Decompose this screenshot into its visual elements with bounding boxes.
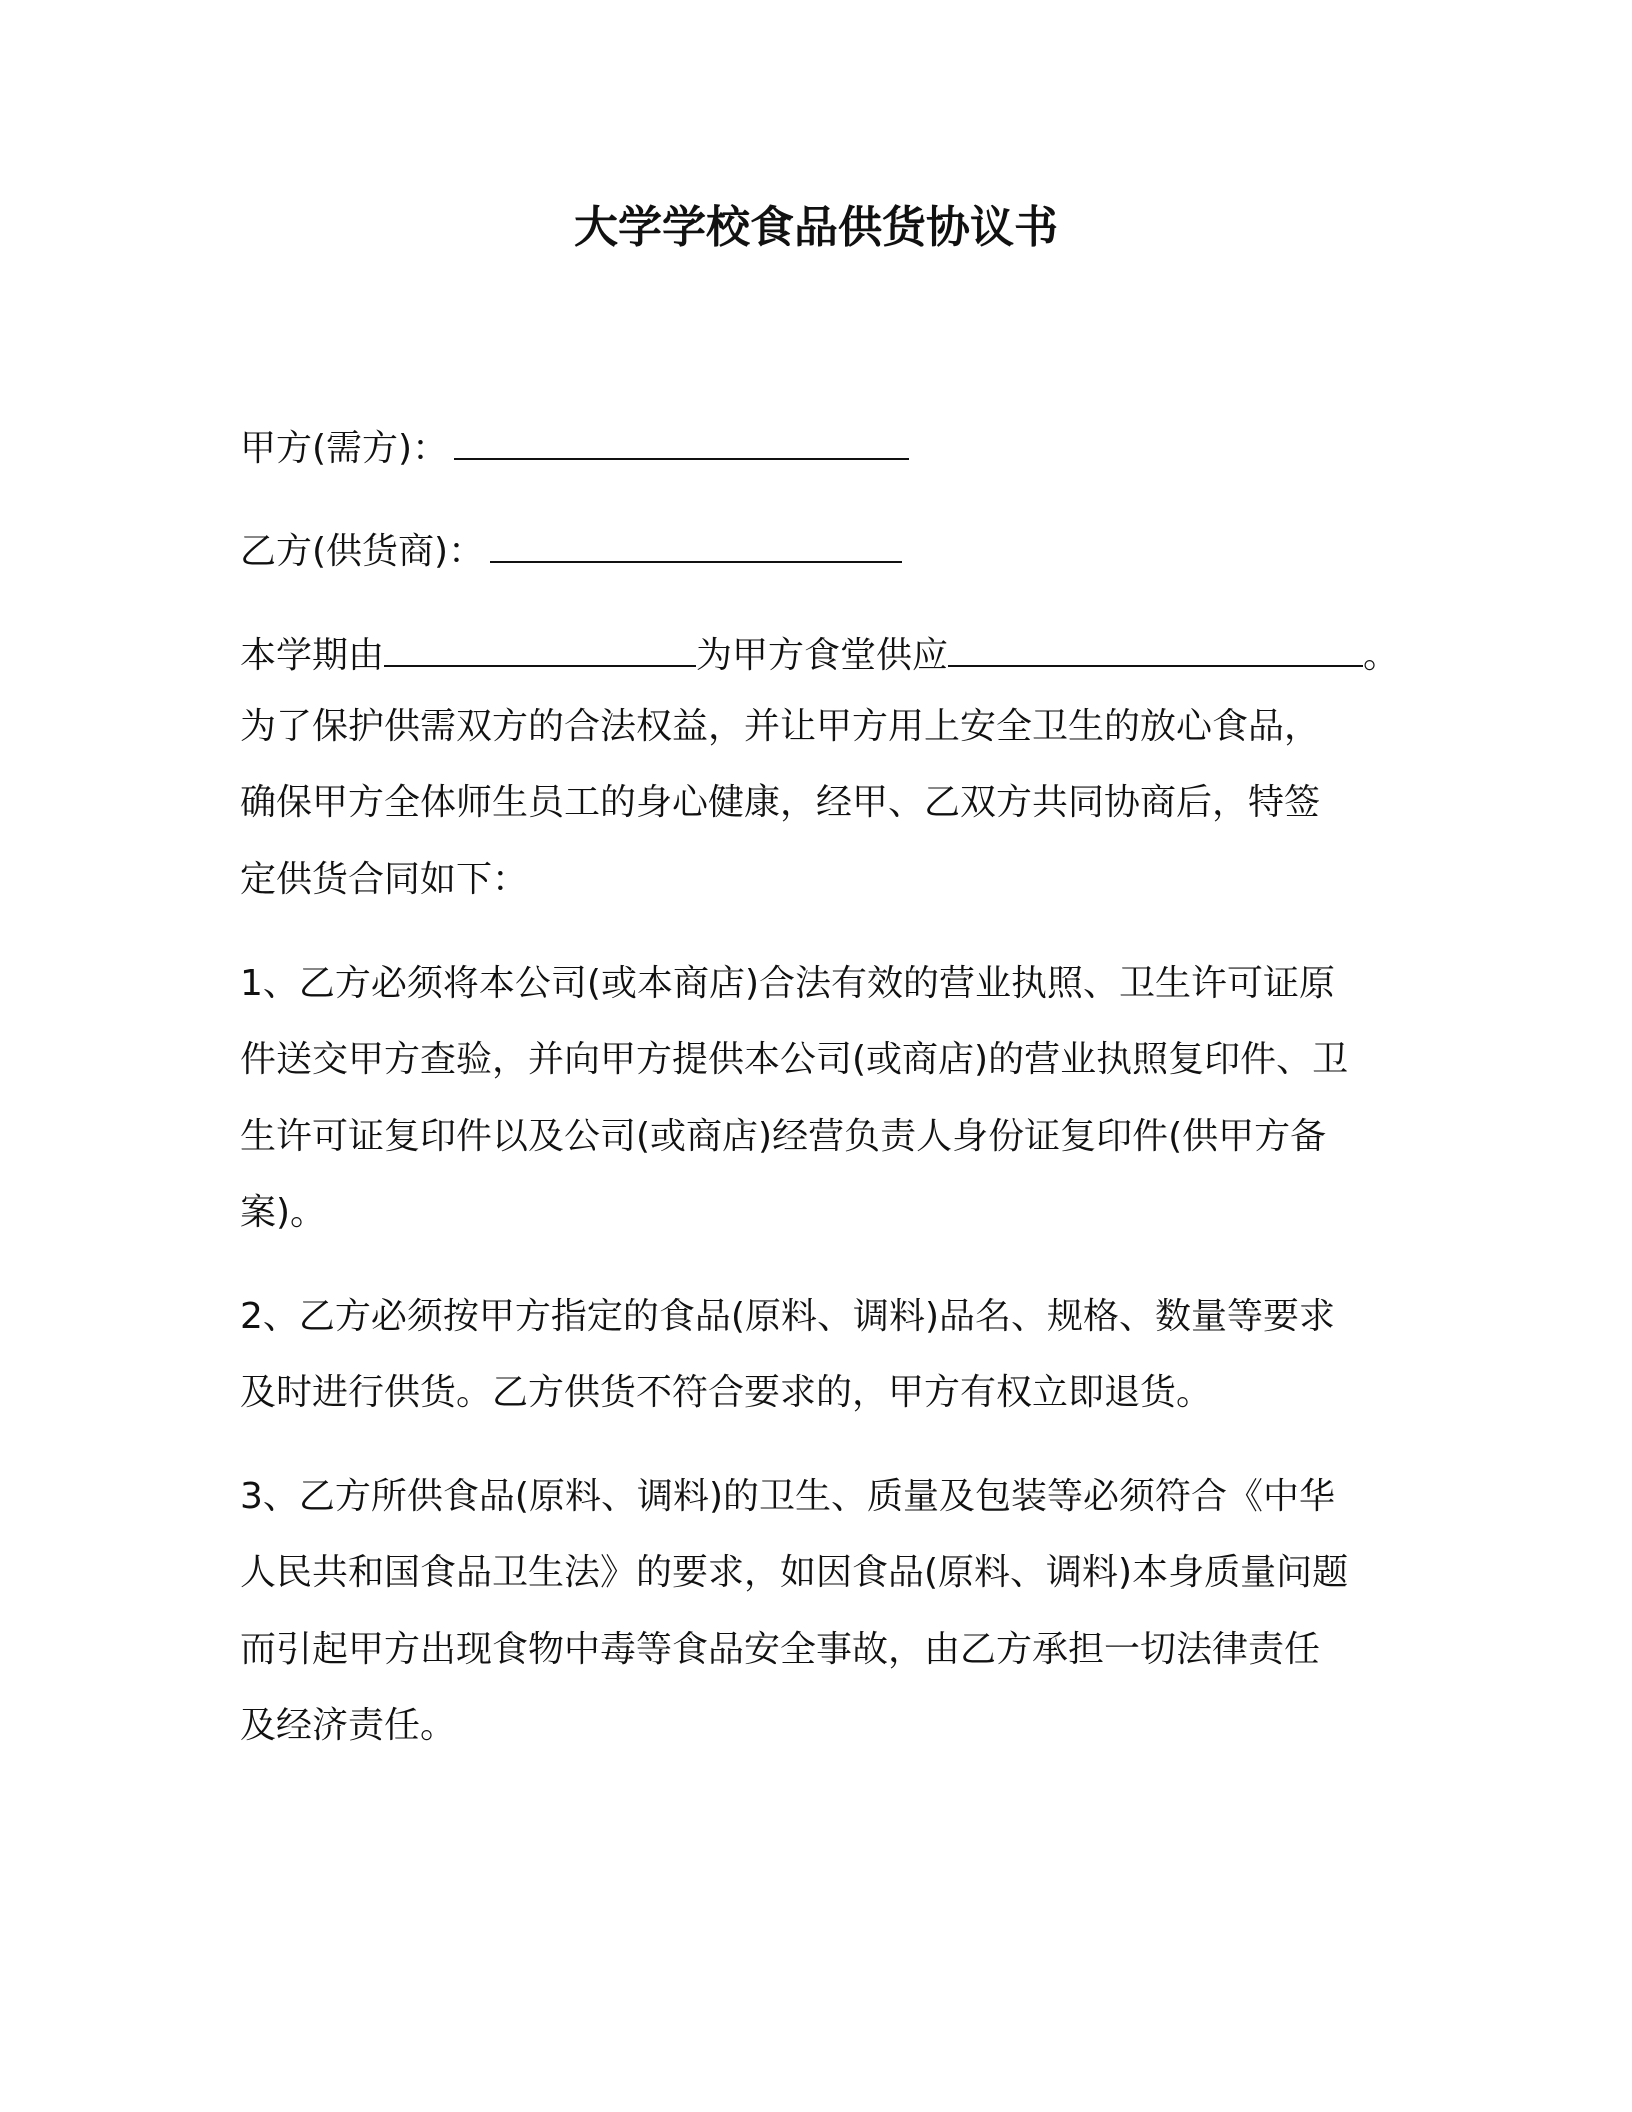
intro-prefix: 本学期由 [240, 635, 385, 676]
clause-3-line: 人民共和国食品卫生法》的要求，如因食品(原料、调料)本身质量问题 [240, 1552, 1349, 1593]
intro-suffix: 。 [1363, 635, 1400, 676]
clause-1-line: 生许可证复印件以及公司(或商店)经营负责人身份证复印件(供甲方备 [240, 1116, 1327, 1157]
goods-blank [948, 625, 1363, 667]
intro-line: 定供货合同如下： [240, 859, 529, 900]
party-a-label: 甲方(需方)： [240, 428, 449, 469]
clause-1-line: 1、乙方必须将本公司(或本商店)合法有效的营业执照、卫生许可证原 [240, 963, 1335, 1004]
intro-first-line [240, 625, 1399, 682]
party-a-line [240, 418, 909, 475]
clause-3-line: 及经济责任。 [240, 1705, 457, 1746]
intro-line: 确保甲方全体师生员工的身心健康，经甲、乙双方共同协商后，特签 [240, 782, 1321, 823]
clause-1-line: 案)。 [240, 1192, 327, 1233]
intro-middle: 为甲方食堂供应 [696, 635, 949, 676]
clause-2-line: 2、乙方必须按甲方指定的食品(原料、调料)品名、规格、数量等要求 [240, 1296, 1335, 1337]
party-b-blank [490, 521, 902, 563]
clause-3-line: 而引起甲方出现食物中毒等食品安全事故，由乙方承担一切法律责任 [240, 1629, 1321, 1670]
party-a-blank [454, 418, 909, 460]
party-b-line [240, 521, 902, 578]
clause-3-line: 3、乙方所供食品(原料、调料)的卫生、质量及包装等必须符合《中华 [240, 1476, 1335, 1517]
intro-line: 为了保护供需双方的合法权益，并让甲方用上安全卫生的放心食品， [240, 706, 1321, 747]
document-title: 大学学校食品供货协议书 [574, 202, 1058, 253]
party-b-label: 乙方(供货商)： [240, 531, 485, 572]
supplier-blank [384, 625, 696, 667]
clause-2-line: 及时进行供货。乙方供货不符合要求的，甲方有权立即退货。 [240, 1372, 1213, 1413]
clause-1-line: 件送交甲方查验，并向甲方提供本公司(或商店)的营业执照复印件、卫 [240, 1039, 1349, 1080]
